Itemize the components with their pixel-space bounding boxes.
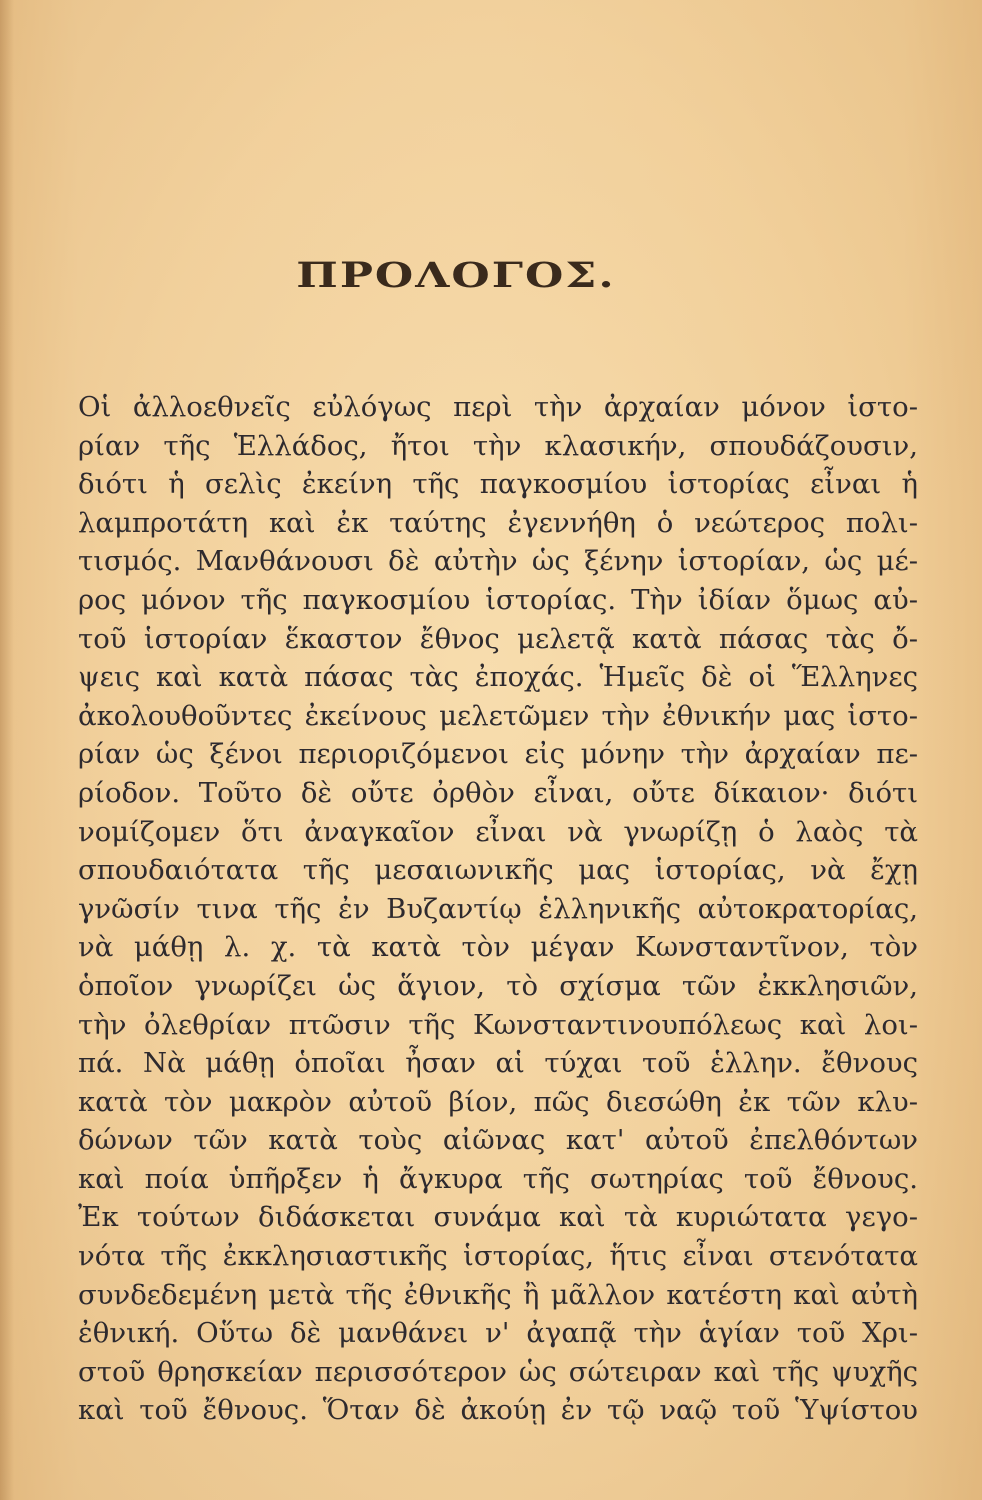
text-line: διότι ἡ σελὶς ἐκείνη τῆς παγκοσμίου ἱστορίας εἶναι ἡ — [78, 468, 918, 501]
text-line: δώνων τῶν κατὰ τοὺς αἰῶνας κατ' αὐτοῦ ἐπελθόντων — [78, 1124, 918, 1157]
text-line: γνῶσίν τινα τῆς ἐν Βυζαντίῳ ἑλληνικῆς αὐτοκρατορίας, — [78, 892, 918, 925]
text-line: ρίαν ὡς ξένοι περιοριζόμενοι εἰς μόνην τὴν ἀρχαίαν πε- — [78, 738, 918, 771]
page-edge-shadow — [0, 0, 14, 1500]
text-line: σπουδαιότατα τῆς μεσαιωνικῆς μας ἱστορίας, νὰ ἔχῃ — [78, 854, 918, 887]
text-line: πά. Νὰ μάθῃ ὁποῖαι ἦσαν αἱ τύχαι τοῦ ἑλλην. ἔθνους — [78, 1047, 918, 1080]
text-line: νότα τῆς ἐκκλησιαστικῆς ἱστορίας, ἥτις εἶναι στενότατα — [78, 1240, 918, 1273]
text-line: τοῦ ἱστορίαν ἕκαστον ἔθνος μελετᾷ κατὰ πάσας τὰς ὄ- — [78, 622, 918, 655]
text-line: λαμπροτάτη καὶ ἐκ ταύτης ἐγεννήθη ὁ νεώτερος πολι- — [78, 506, 918, 539]
text-line: καὶ τοῦ ἔθνους. Ὅταν δὲ ἀκούῃ ἐν τῷ ναῷ τοῦ Ὑψίστου — [78, 1394, 918, 1427]
text-line: ρίαν τῆς Ἑλλάδος, ἤτοι τὴν κλασικήν, σπουδάζουσιν, — [78, 429, 918, 462]
text-line: τὴν ὀλεθρίαν πτῶσιν τῆς Κωνσταντινουπόλεως καὶ λοι- — [78, 1008, 918, 1041]
text-line: ἀκολουθοῦντες ἐκείνους μελετῶμεν τὴν ἐθνικήν μας ἱστο- — [78, 699, 918, 732]
text-line: ρος μόνον τῆς παγκοσμίου ἱστορίας. Τὴν ἰδίαν ὅμως αὐ- — [78, 583, 918, 616]
text-line: νομίζομεν ὅτι ἀναγκαῖον εἶναι νὰ γνωρίζῃ ὁ λαὸς τὰ — [78, 815, 918, 848]
text-line: συνδεδεμένη μετὰ τῆς ἐθνικῆς ἢ μᾶλλον κατέστη καὶ αὐτὴ — [78, 1278, 918, 1311]
text-line: ἐθνική. Οὕτω δὲ μανθάνει ν' ἀγαπᾷ τὴν ἁγίαν τοῦ Χρι- — [78, 1317, 918, 1350]
text-line: ρίοδον. Τοῦτο δὲ οὔτε ὀρθὸν εἶναι, οὔτε δίκαιον· διότι — [78, 776, 918, 809]
text-line: ψεις καὶ κατὰ πάσας τὰς ἐποχάς. Ἡμεῖς δὲ οἱ Ἕλληνες — [78, 661, 918, 694]
page-title: ΠΡΟΛΟΓΟΣ. — [296, 255, 616, 296]
text-line: τισμός. Μανθάνουσι δὲ αὐτὴν ὡς ξένην ἱστορίαν, ὡς μέ- — [78, 545, 918, 578]
text-line: κατὰ τὸν μακρὸν αὐτοῦ βίον, πῶς διεσώθη ἐκ τῶν κλυ- — [78, 1085, 918, 1118]
text-line: Οἱ ἀλλοεθνεῖς εὐλόγως περὶ τὴν ἀρχαίαν μόνον ἱστο- — [78, 391, 918, 423]
text-line: καὶ ποία ὑπῆρξεν ἡ ἄγκυρα τῆς σωτηρίας τοῦ ἔθνους. — [78, 1162, 918, 1195]
text-line: ὁποῖον γνωρίζει ὡς ἅγιον, τὸ σχίσμα τῶν ἐκκλησιῶν, — [78, 969, 918, 1002]
text-line: Ἐκ τούτων διδάσκεται συνάμα καὶ τὰ κυριώτατα γεγο- — [78, 1201, 918, 1234]
prologue-text — [78, 388, 918, 1430]
text-line: στοῦ θρησκείαν περισσότερον ὡς σώτειραν καὶ τῆς ψυχῆς — [78, 1355, 918, 1388]
text-line: νὰ μάθῃ λ. χ. τὰ κατὰ τὸν μέγαν Κωνσταντῖνον, τὸν — [78, 931, 918, 964]
